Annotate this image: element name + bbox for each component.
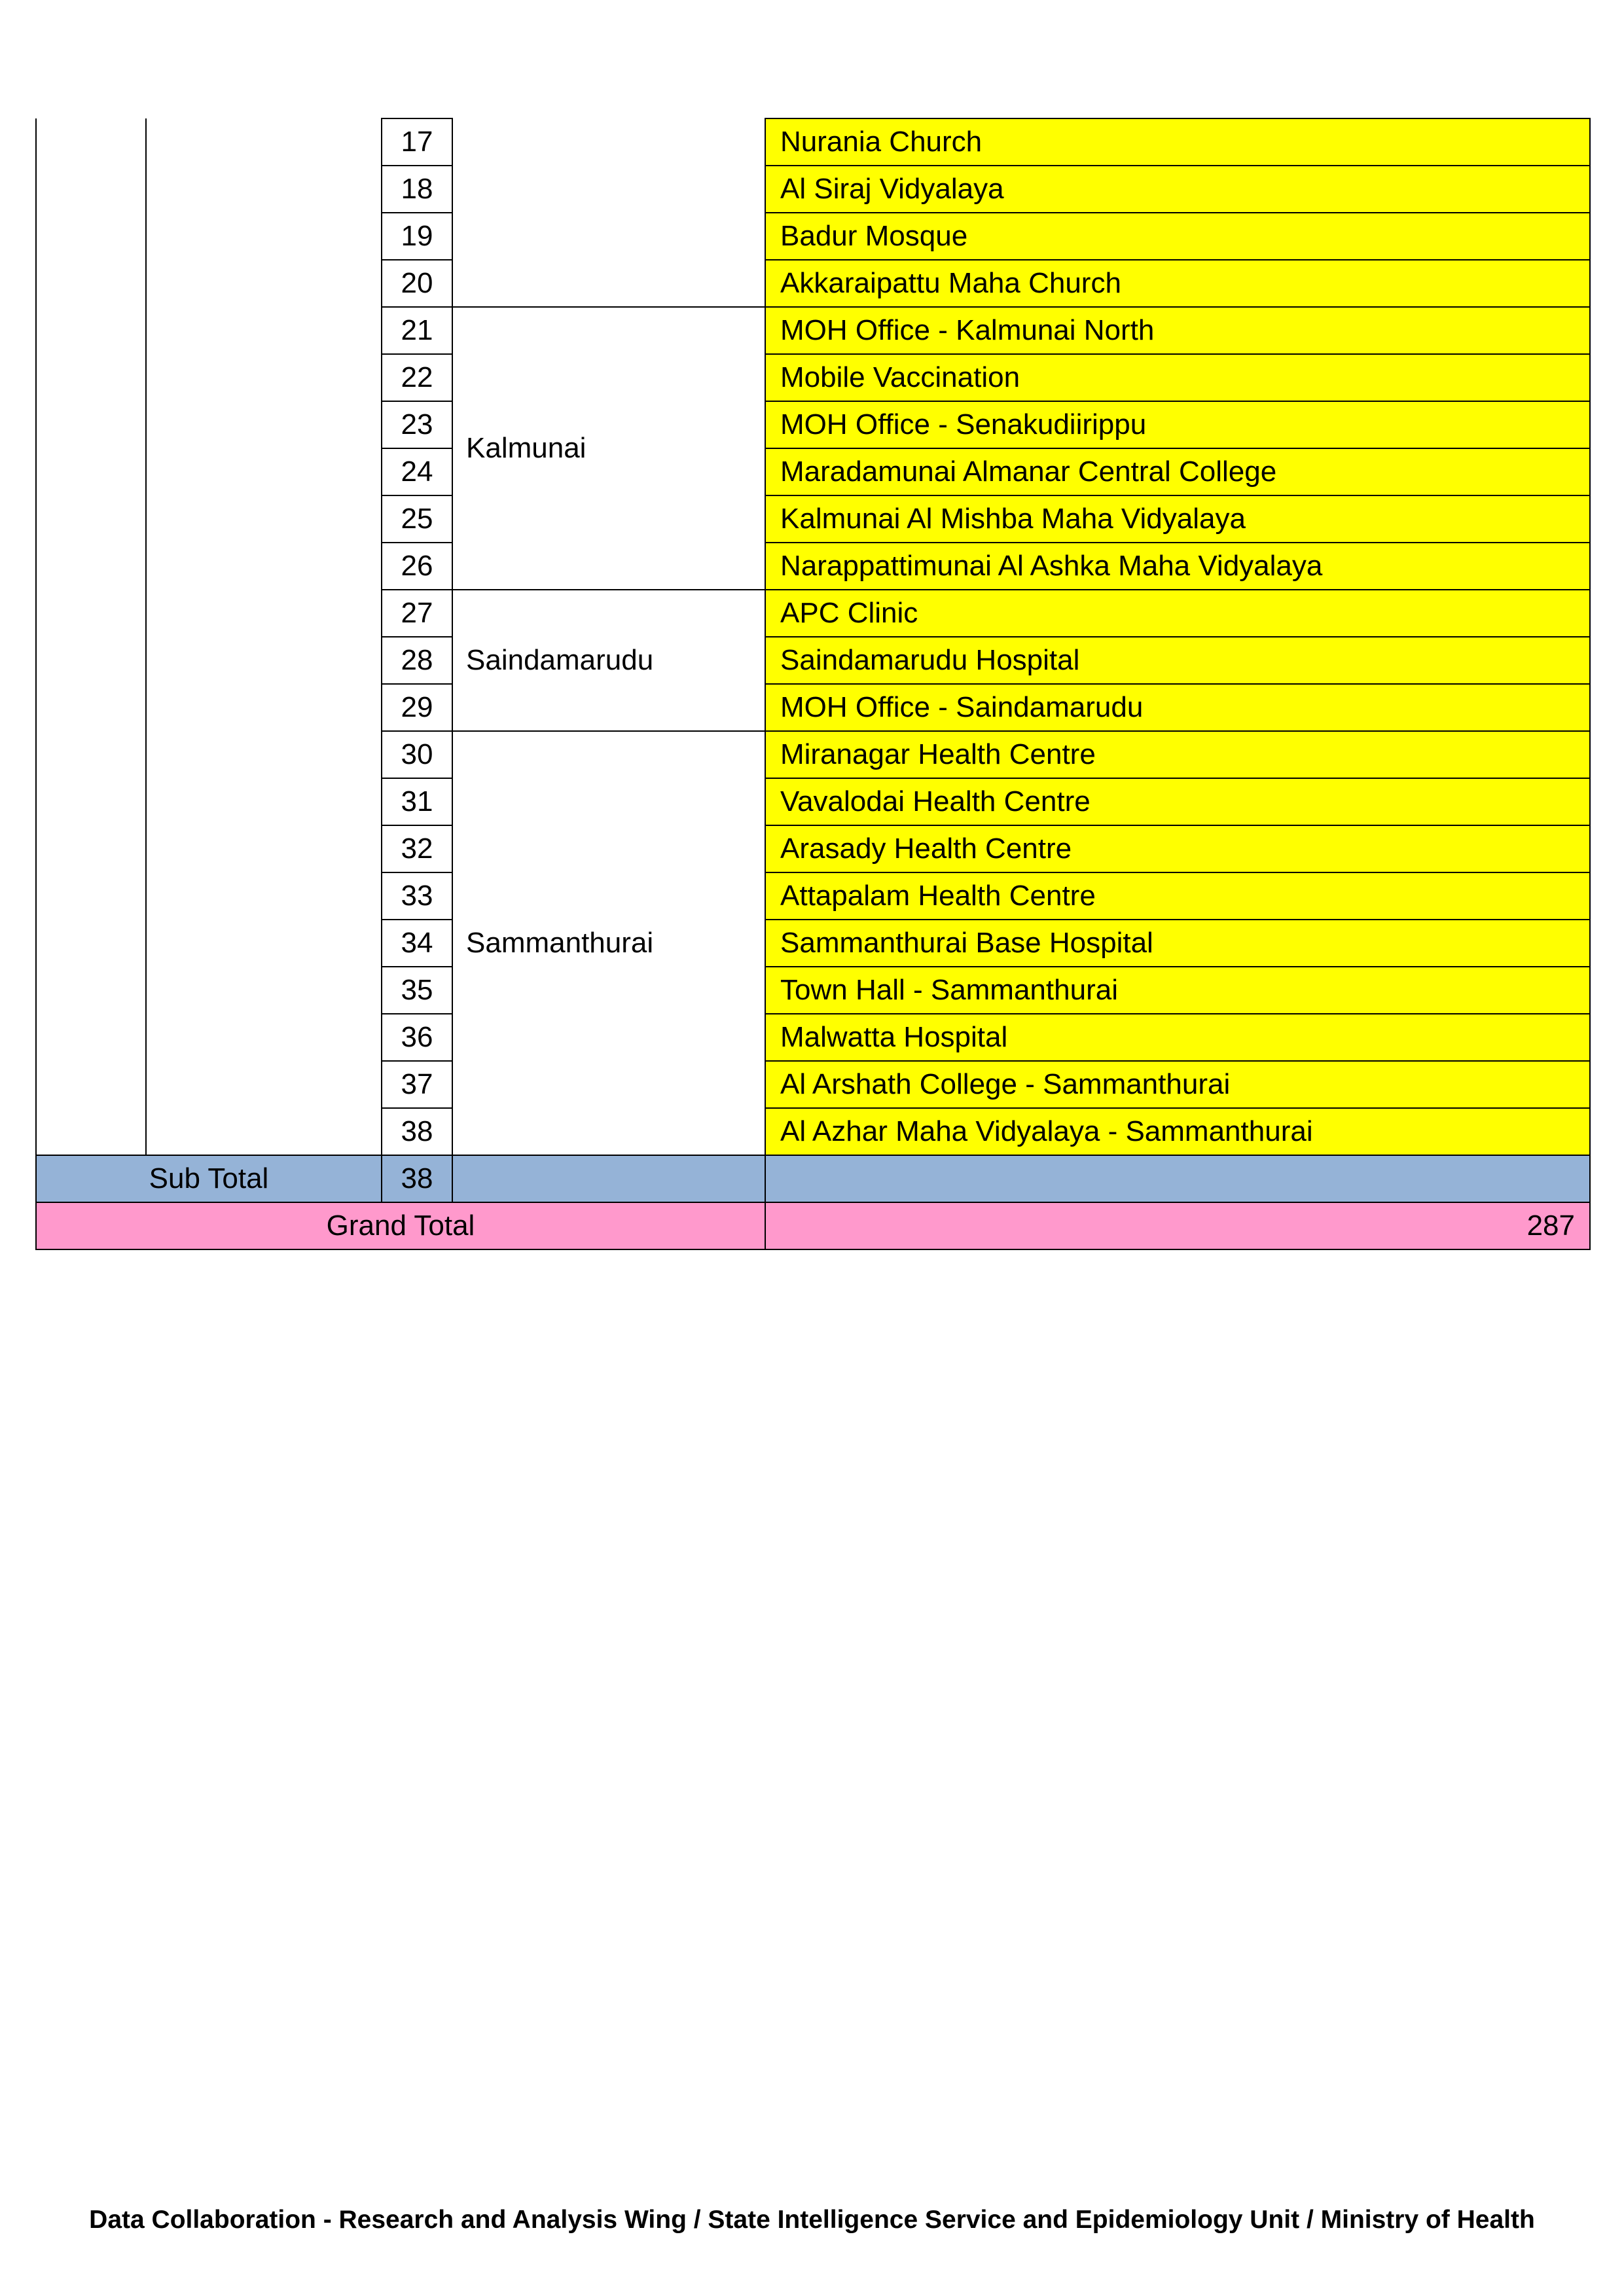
moh-area-cell [452,118,765,307]
subtotal-count: 38 [382,1155,452,1202]
row-number: 26 [382,543,452,590]
row-number: 28 [382,637,452,684]
center-name: Miranagar Health Centre [765,731,1590,778]
grandtotal-label: Grand Total [36,1202,765,1249]
row-number: 33 [382,872,452,920]
moh-area-sammanthurai: Sammanthurai [452,731,765,1155]
grandtotal-row [36,1202,1590,1249]
center-name: Town Hall - Sammanthurai [765,967,1590,1014]
center-name: MOH Office - Senakudiirippu [765,401,1590,448]
center-name: Al Siraj Vidyalaya [765,166,1590,213]
center-name: Badur Mosque [765,213,1590,260]
row-number: 23 [382,401,452,448]
center-name: APC Clinic [765,590,1590,637]
subtotal-empty-cell [452,1155,765,1202]
row-number: 20 [382,260,452,307]
center-name: MOH Office - Kalmunai North [765,307,1590,354]
center-name: Sammanthurai Base Hospital [765,920,1590,967]
district-cell [36,118,146,1155]
rdhs-cell [146,118,382,1155]
row-number: 21 [382,307,452,354]
row-number: 18 [382,166,452,213]
subtotal-row [36,1155,1590,1202]
center-name: Maradamunai Almanar Central College [765,448,1590,495]
moh-area-kalmunai: Kalmunai [452,307,765,590]
row-number: 17 [382,118,452,166]
row-number: 34 [382,920,452,967]
row-number: 37 [382,1061,452,1108]
table-row [36,118,1590,166]
row-number: 35 [382,967,452,1014]
center-name: Akkaraipattu Maha Church [765,260,1590,307]
center-name: Nurania Church [765,118,1590,166]
center-name: Vavalodai Health Centre [765,778,1590,825]
row-number: 27 [382,590,452,637]
center-name: MOH Office - Saindamarudu [765,684,1590,731]
center-name: Kalmunai Al Mishba Maha Vidyalaya [765,495,1590,543]
center-name: Narappattimunai Al Ashka Maha Vidyalaya [765,543,1590,590]
row-number: 30 [382,731,452,778]
subtotal-empty-cell [765,1155,1590,1202]
moh-area-saindamarudu: Saindamarudu [452,590,765,731]
subtotal-label: Sub Total [36,1155,382,1202]
page-footer: Data Collaboration - Research and Analysis Wing / State Intelligence Service and Epidemiology Unit / Ministry of Health [89,2206,1535,2234]
row-number: 25 [382,495,452,543]
row-number: 38 [382,1108,452,1155]
row-number: 19 [382,213,452,260]
center-name: Malwatta Hospital [765,1014,1590,1061]
center-name: Al Azhar Maha Vidyalaya - Sammanthurai [765,1108,1590,1155]
center-name: Saindamarudu Hospital [765,637,1590,684]
center-name: Attapalam Health Centre [765,872,1590,920]
center-name: Al Arshath College - Sammanthurai [765,1061,1590,1108]
row-number: 22 [382,354,452,401]
vaccination-centers-table [35,118,1591,1250]
center-name: Arasady Health Centre [765,825,1590,872]
row-number: 36 [382,1014,452,1061]
grandtotal-value: 287 [765,1202,1590,1249]
row-number: 31 [382,778,452,825]
row-number: 32 [382,825,452,872]
row-number: 29 [382,684,452,731]
center-name: Mobile Vaccination [765,354,1590,401]
row-number: 24 [382,448,452,495]
